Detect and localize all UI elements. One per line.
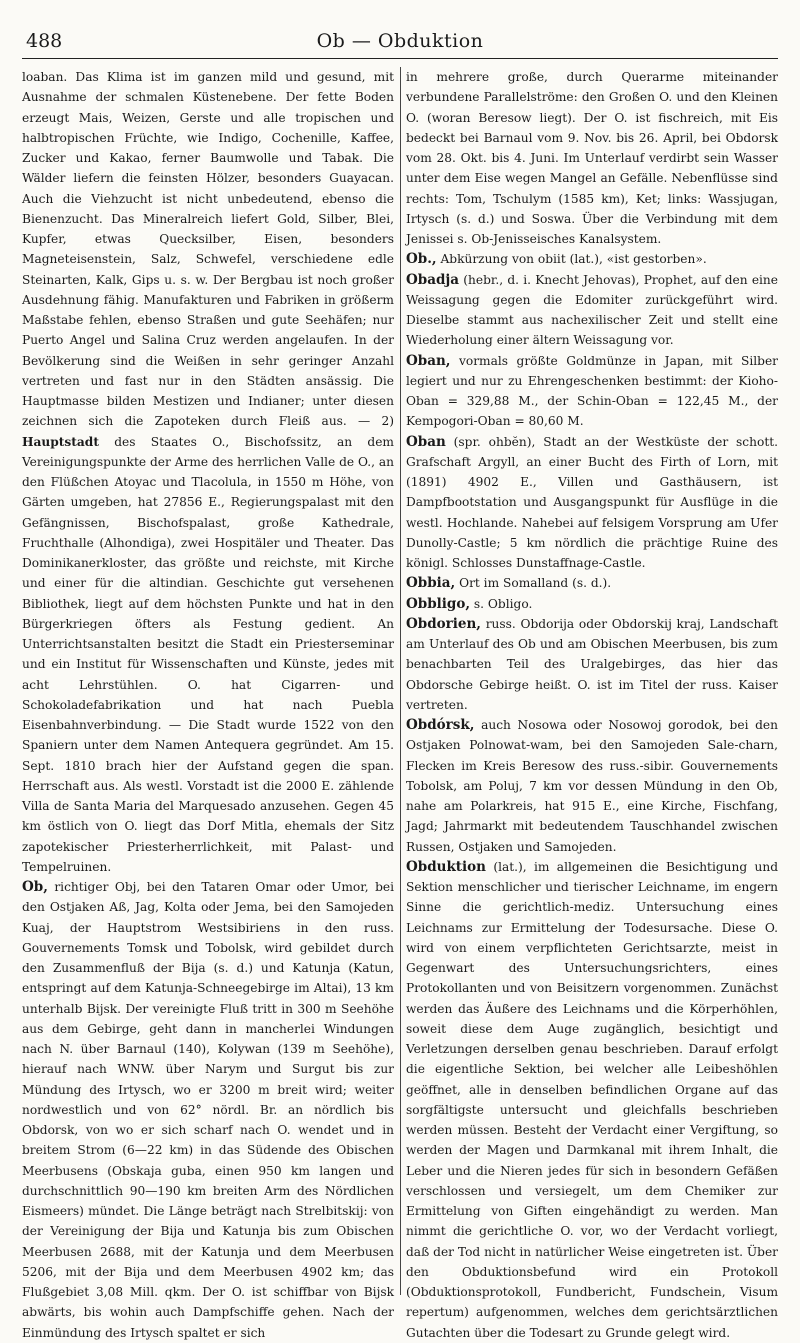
obbia-text: Ort im Somalland (s. d.). — [459, 576, 612, 591]
left-column — [22, 67, 394, 1340]
ob-text: richtiger Obj, bei den Tataren Omar oder Umor, bei den Ostjaken Aß, Jag, Kolta oder Jema, bei den Samojeden Kuaj, der Hauptstrom Westsibiriens in den russ. Gouvernements Tomsk und Tobolsk, wird gebildet durch den Zusammenfluß der Bija (s. d.) und Katunja (Katun, entspringt auf dem Katunja-Schneegebirge im Altai), 13 km unterhalb Bijsk. Der vereinigte Fluß tritt in 300 m Seehöhe aus dem Gebirge, geht dann in mancherlei Windungen nach N. über Barnaul (140), Kolywan (139 m Seehöhe), hierauf nach WNW. über Narym und Surgut bis zur Mündung des Irtysch, wo er 3200 m breit wird; weiter nordwestlich und von 62° nördl. Br. an nördlich bis Obdorsk, von wo er sich scharf nach O. wendet und in breitem Strom (6—22 km) in das Südende des Obischen Meerbusens (Obskaja guba, einen 950 km langen und durchschnittlich 90—190 km breiten Arm des Nördlichen Eismeers) mündet. Die Länge beträgt nach Strelbitskij: von der Vereinigung der Bija und Katunja bis zum Obischen Meerbusen 2688, mit der Katunja und dem Meerbusen 5206, mit der Bija und dem Meerbusen 4902 km; das Flußgebiet 3,08 Mill. qkm. Der O. ist schiffbar von Bijsk abwärts, bis wohin auch Dampfschiffe gehen. Nach der Einmündung des Irtysch spaltet er sich — [22, 880, 394, 1340]
lemma-obdorien: Obdorien, — [406, 615, 481, 632]
entry-ob — [22, 877, 394, 1343]
right-column — [406, 67, 778, 1340]
oban-coin-text: vormals größte Goldmünze in Japan, mit Silber legiert und nur zu Ehrengeschenken bestimmt: der Kioho-Oban = 329,88 M., der Schin-Oban = 122,45 M., der Kempogori-Oban = 80,60 M. — [406, 353, 778, 429]
obdorsk-text: auch Nosowa oder Nosowoj gorodok, bei den Ostjaken Polnowat-wam, bei den Samojeden Sale-charn, Flecken im Kreis Beresow des russ.-sibir. Gouvernements Tobolsk, am Poluj, 7 km vor dessen Mündung in den Ob, nahe am Polarkreis, hat 915 E., eine Kirche, Fischfang, Jagd; Jahrmarkt mit bedeutendem Tauschhandel zwischen Russen, Ostjaken und Samojeden. — [406, 718, 778, 854]
lemma-obbia: Obbia, — [406, 575, 456, 592]
entry-ob-abbrev — [406, 249, 778, 269]
entry-obadja — [406, 270, 778, 351]
entry-obbligo — [406, 594, 778, 614]
entry-ob-continued — [406, 67, 778, 249]
page-number: 488 — [26, 30, 63, 52]
ob-continued-text: in mehrere große, durch Querarme miteinander verbundene Parallelströme: den Großen O. und den Kleinen O. (woran Beresow liegt). Der O. ist fischreich, mit Eis bedeckt bei Barnaul vom 9. Nov. bis 26. April, bei Obdorsk vom 28. Okt. bis 4. Juni. Im Unterlauf verdirbt sein Wasser unter dem Eise wegen Mangel an Gefälle. Nebenflüsse sind rechts: Tom, Tschulym (1585 km), Ket; links: Wassjugan, Irtysch (s. d.) und Soswa. Über die Verbindung mit dem Jenissei s. Ob-Jenisseisches Kanalsystem. — [406, 70, 778, 246]
ob-abbrev-text: Abkürzung von obiit (lat.), «ist gestorben». — [440, 252, 707, 267]
running-title: Ob — Obduktion — [316, 30, 484, 52]
two-column-body — [22, 67, 778, 1340]
page-header — [22, 30, 778, 59]
entry-oaxaca-continued — [22, 67, 394, 877]
hauptstadt-label: Hauptstadt — [22, 434, 99, 449]
oaxaca-text-2: des Staates O., Bischofssitz, an dem Vereinigungspunkte der Arme des herrlichen Valle de O., an den Flüßchen Atoyac und Tlacolula, in 1550 m Höhe, von Gärten umgeben, hat 27856 E., Regierungspalast mit den Gefängnissen, Bischofspalast, große Kathedrale, Fruchthalle (Alhondiga), zwei Hospitäler und Theater. Das Dominikanerkloster, das größte und reichste, mit Kirche und einer für die altindian. Geschichte gut versehenen Bibliothek, liegt auf dem höchsten Punkte und hat in den Bürgerkriegen öfters als Festung gedient. An Unterrichtsanstalten besitzt die Stadt ein Priesterseminar und ein Institut für Wissenschaften und Künste, jedes mit acht Lehrstühlen. O. hat Cigarren- und Schokoladefabrikation und hat nach Puebla Eisenbahnverbindung. — Die Stadt wurde 1522 von den Spaniern unter dem Namen Antequera gegründet. Am 15. Sept. 1810 brach hier der Aufstand gegen die span. Herrschaft aus. Als westl. Vorstadt ist die 2000 E. zählende Villa de Santa Maria del Marquesado anzusehen. Gegen 45 km östlich von O. liegt das Dorf Mitla, ehemals der Sitz zapotekischer Priesterherrlichkeit, mit Palast- und Tempelruinen. — [22, 434, 394, 874]
entry-oban-town — [406, 432, 778, 574]
entry-obduktion — [406, 857, 778, 1343]
lemma-oban-coin: Oban, — [406, 352, 451, 369]
oban-town-text: (spr. ohbĕn), Stadt an der Westküste der schott. Grafschaft Argyll, an einer Bucht des Firth of Lorn, mit (1891) 4902 E., Villen und Gasthäusern, ist Dampfbootstation und Ausgangspunkt für Ausflüge in die westl. Hochlande. Nahebei auf felsigem Vorsprung am Ufer Dunolly-Castle; 5 km nördlich die prächtige Ruine des königl. Schlosses Dunstaffnage-Castle. — [406, 434, 778, 570]
lemma-oban-town: Oban — [406, 433, 446, 450]
lemma-obbligo: Obbligo, — [406, 595, 471, 612]
lemma-ob: Ob, — [22, 879, 48, 895]
entry-oban-coin — [406, 351, 778, 432]
entry-obdorsk — [406, 715, 778, 857]
lemma-ob-abbrev: Ob., — [406, 251, 437, 268]
obdorien-text: russ. Obdorija oder Obdorskij kraj, Landschaft am Unterlauf des Ob und am Obischen Meerbusen, bis zum benachbarten Teil des Uralgebirges, das hier das Obdorsche Gebirge heißt. O. ist im Titel der russ. Kaiser vertreten. — [406, 616, 778, 712]
obduktion-text: (lat.), im allgemeinen die Besichtigung und Sektion menschlicher und tierischer Leichname, im engern Sinne die gerichtlich-mediz. Untersuchung eines Leichnams zur Ermittelung der Todesursache. Diese O. wird von einem verpflichteten Gerichtsarzte, meist in Gegenwart des Untersuchungsrichters, eines Protokollanten und von Beisitzern vorgenommen. Zunächst werden das Äußere des Leichnams und die Körperhöhlen, soweit diese dem Auge zugänglich, besichtigt und Verletzungen derselben genau beschrieben. Darauf erfolgt die eigentliche Sektion, bei welcher alle Leibeshöhlen geöffnet, alle in denselben befindlichen Organe auf das sorgfältigste untersucht und gleichfalls beschrieben werden müssen. Besteht der Verdacht einer Vergiftung, so werden der Magen und Darmkanal mit ihrem Inhalt, die Leber und die Nieren jedes für sich in besondern Gefäßen verschlossen und versiegelt, um dem Chemiker zur Ermittelung von Giften eingehändigt zu werden. Man nimmt die gerichtliche O. vor, wo der Verdacht vorliegt, daß der Tod nicht in natürlicher Weise eingetreten ist. Über den Obduktionsbefund wird ein Protokoll (Obduktionsprotokoll, Fundbericht, Fundschein, Visum repertum) aufgenommen, welches dem gerichtsärztlichen Gutachten über die Todesart zu Grunde gelegt wird. — [406, 859, 778, 1340]
lemma-obduktion: Obduktion — [406, 858, 486, 875]
lemma-obadja: Obadja — [406, 271, 460, 288]
entry-obbia — [406, 573, 778, 593]
oaxaca-text-1: loaban. Das Klima ist im ganzen mild und gesund, mit Ausnahme der schmalen Küstenebene. Der fette Boden erzeugt Mais, Weizen, Gerste und alle tropischen und halbtropischen Früchte, wie Indigo, Cochenille, Kaffee, Zucker und Kakao, ferner Baumwolle und Tabak. Die Wälder liefern die feinsten Hölzer, besonders Guayacan. Auch die Viehzucht ist nicht unbedeutend, ebenso die Bienenzucht. Das Mineralreich liefert Gold, Silber, Blei, Kupfer, etwas Quecksilber, Eisen, besonders Magneteisenstein, Salz, Schwefel, verschiedene edle Steinarten, Kalk, Gips u. s. w. Der Bergbau ist noch großer Ausdehnung fähig. Manufakturen und Fabriken in größerm Maßstabe fehlen, ebenso Straßen und gute Seehäfen; nur Puerto Angel und Salina Cruz werden angelaufen. In der Bevölkerung sind die Weißen in sehr geringer Anzahl vertreten und fast nur in den Städten ansässig. Die Hauptmasse bilden Mestizen und Indianer; unter diesen zeichnen sich die Zapoteken durch Fleiß aus. — 2) — [22, 70, 394, 429]
obbligo-text: s. Obligo. — [473, 596, 533, 611]
lemma-obdorsk: Obdórsk, — [406, 717, 475, 733]
obadja-text: (hebr., d. i. Knecht Jehovas), Prophet, auf den eine Weissagung gegen die Edomiter zurückgeführt wird. Dieselbe stammt aus nachexilischer Zeit und stellt eine Wiederholung einer ältern Weissagung vor. — [406, 272, 778, 348]
entry-obdorien — [406, 614, 778, 715]
